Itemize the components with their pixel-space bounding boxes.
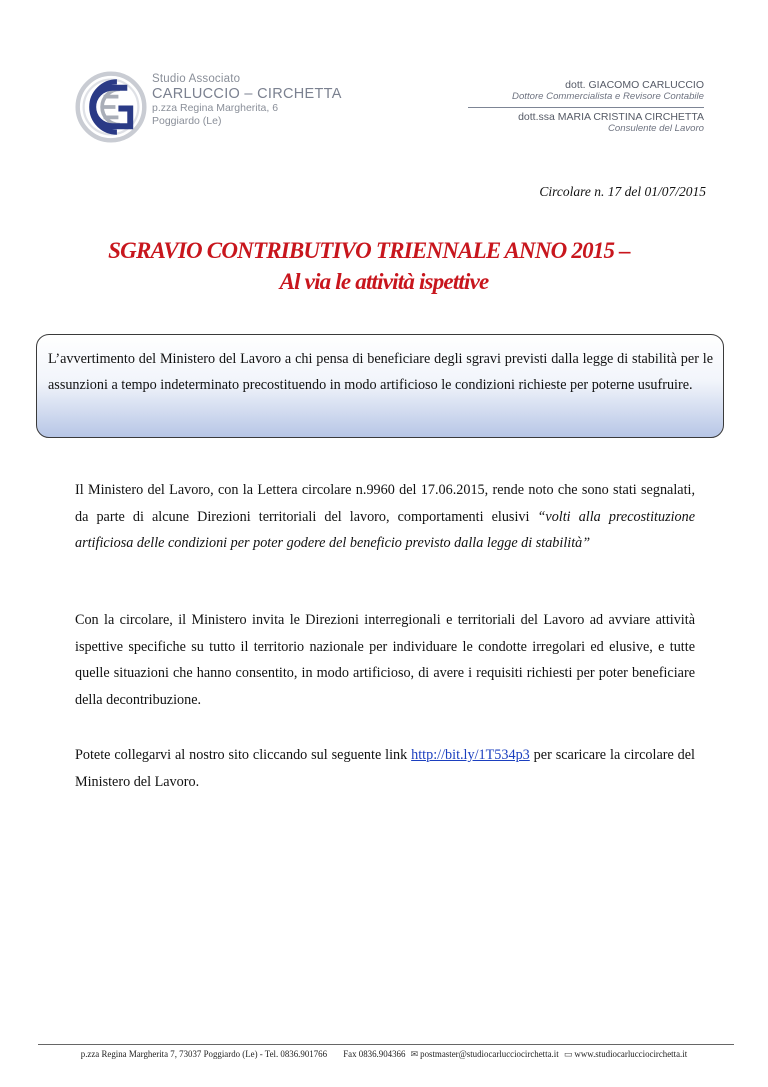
professional-role-1: Dottore Commercialista e Revisore Contabile	[512, 90, 704, 102]
paragraph-3-after: per scaricare la circolare del Ministero del Lavoro.	[75, 747, 695, 790]
computer-icon: ▭	[563, 1049, 573, 1059]
document-title	[0, 236, 768, 297]
circolare-download-link[interactable]: http://bit.ly/1T534p3	[411, 747, 530, 763]
studio-name-block	[152, 74, 342, 126]
professional-name-1: dott. GIACOMO CARLUCCIO	[565, 79, 704, 91]
footer-divider	[38, 1044, 734, 1045]
paragraph-1-quote: “volti alla precostituzione artificiosa delle condizioni per poter godere del beneficio previsto dalla legge di stabilità”	[75, 508, 696, 551]
professional-name-2: dott.ssa MARIA CRISTINA CIRCHETTA	[518, 111, 704, 124]
paragraph-1-text: Il Ministero del Lavoro, con la Lettera circolare n.9960 del 17.06.2015, rende noto che sono stati segnalati, da parte di alcune Direzioni territoriali del lavoro, comportamenti elusivi	[75, 482, 695, 525]
footer-email: postmaster@studiocarlucciocirchetta.it	[420, 1049, 559, 1059]
footer-address: p.zza Regina Margherita 7, 73037 Poggiardo (Le) - Tel. 0836.901766	[80, 1049, 328, 1059]
envelope-icon: ✉	[410, 1049, 419, 1059]
circolare-reference: Circolare n. 17 del 01/07/2015	[539, 184, 706, 199]
footer	[0, 1049, 768, 1060]
studio-line-2: CARLUCCIO – CIRCHETTA	[152, 85, 342, 102]
header-divider	[468, 107, 704, 108]
paragraph-2: Con la circolare, il Ministero invita le Direzioni interregionali e territoriali del Lavoro ad avviare attività ispettive specifiche su tutto il territorio nazionale per individuare le condotte irregolari ed elusive, e tutte quelle situazioni che hanno consentito, in modo artificioso, di avere i requisiti richiesti per poter beneficiare della decontribuzione.	[75, 612, 695, 708]
paragraph-1	[75, 477, 695, 557]
title-line-2: Al via le attività ispettive	[279, 268, 489, 294]
footer-website: www.studiocarlucciocirchetta.it	[574, 1049, 688, 1059]
studio-line-1: Studio Associato	[152, 73, 241, 85]
studio-address: p.zza Regina Margherita, 6	[152, 102, 279, 114]
summary-box: L’avvertimento del Ministero del Lavoro a chi pensa di beneficiare degli sgravi previsti dalla legge di stabilità per le assunzioni a tempo indeterminato precostituendo in modo artificioso le condizioni richieste per poterne usufruire.	[36, 334, 724, 438]
footer-fax: Fax 0836.904366	[343, 1049, 406, 1059]
title-line-1: SGRAVIO CONTRIBUTIVO TRIENNALE ANNO 2015 –	[108, 238, 630, 263]
professionals-block	[468, 80, 704, 135]
paragraph-3-before: Potete collegarvi al nostro sito cliccando sul seguente link	[75, 747, 412, 763]
studio-city: Poggiardo (Le)	[152, 114, 222, 127]
paragraph-3	[75, 742, 695, 795]
professional-role-2: Consulente del Lavoro	[607, 123, 704, 135]
studio-logo-icon	[74, 70, 148, 144]
